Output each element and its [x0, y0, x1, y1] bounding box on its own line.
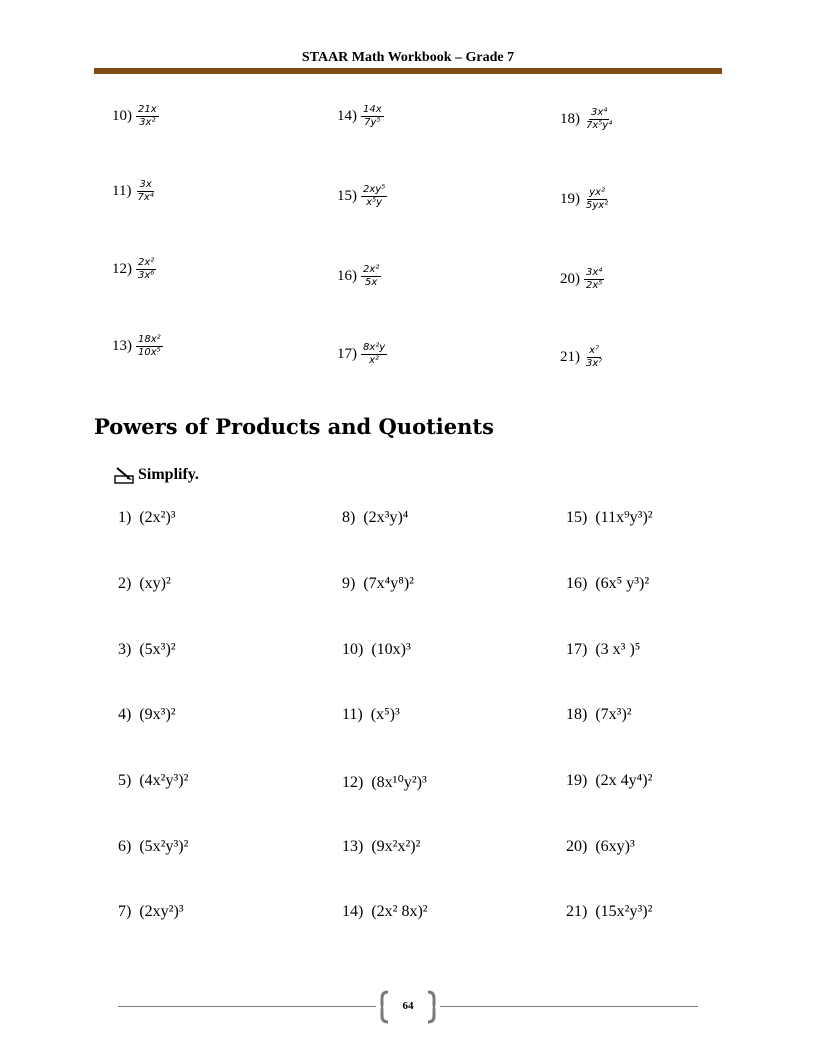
problem-number: 17): [566, 641, 588, 658]
fraction-denominator: 5yx²: [586, 199, 609, 211]
problem-number: 21): [560, 348, 580, 365]
problem-expression: (2x² 8x)²: [371, 903, 428, 920]
problem-number: 10): [112, 107, 132, 124]
problem-number: 7): [118, 903, 132, 920]
fraction-problem: [112, 167, 156, 215]
problem-expression: (7x⁴y⁸)²: [363, 575, 414, 592]
fraction-denominator: 5x: [365, 276, 378, 288]
problem-expression: (9x³)²: [139, 706, 176, 723]
fraction-problem: [560, 175, 610, 223]
problem-number: 11): [112, 182, 132, 199]
simplify-problem: [342, 575, 414, 593]
problem-number: 21): [566, 903, 588, 920]
problem-expression: (8x¹⁰y²)³: [371, 774, 427, 791]
problem-number: 9): [342, 575, 356, 592]
problem-expression: (2x²)³: [139, 509, 176, 526]
problem-expression: (xy)²: [139, 575, 171, 592]
problem-number: 14): [342, 903, 364, 920]
fraction-numerator: 14x: [363, 103, 382, 115]
problem-expression: (6xy)³: [595, 838, 635, 855]
fraction-problem: [337, 92, 384, 140]
page-header-title: STAAR Math Workbook – Grade 7: [301, 50, 515, 65]
footer-rule-left: [118, 1006, 376, 1007]
fraction-denominator: x²: [369, 354, 380, 366]
problem-number: 3): [118, 641, 132, 658]
problem-expression: (15x²y³)²: [595, 903, 653, 920]
problem-number: 12): [112, 260, 132, 277]
fraction-denominator: x⁵y: [366, 196, 383, 208]
simplify-problem: [118, 772, 188, 790]
problem-number: 13): [112, 337, 132, 354]
simplify-problem: [566, 641, 640, 659]
fraction-numerator: 8x²y: [363, 341, 386, 353]
fraction-problem: [337, 330, 387, 378]
simplify-problem: [566, 706, 632, 724]
problem-expression: (3 x³ )⁵: [595, 641, 641, 658]
problem-number: 5): [118, 772, 132, 789]
problem-number: 16): [337, 267, 357, 284]
fraction-numerator: 3x⁴: [586, 266, 603, 278]
simplify-problem: [566, 575, 649, 593]
fraction-problem: [337, 172, 387, 220]
problem-number: 8): [342, 509, 356, 526]
problem-number: 20): [560, 270, 580, 287]
problem-number: 20): [566, 838, 588, 855]
fraction-denominator: 3x⁶: [138, 269, 155, 281]
problem-number: 18): [566, 706, 588, 723]
problem-number: 6): [118, 838, 132, 855]
fraction-problem: [112, 245, 156, 293]
fraction-problem: [337, 252, 381, 300]
problem-expression: (2xy²)³: [139, 903, 184, 920]
fraction-denominator: 3x⁷: [586, 357, 603, 369]
problem-number: 19): [560, 190, 580, 207]
fraction-problem: [560, 95, 614, 143]
fraction-denominator: 10x⁵: [138, 346, 161, 358]
fraction-denominator: 7y⁵: [364, 116, 381, 128]
simplify-problem: [118, 575, 171, 593]
footer-rule-right: [440, 1006, 698, 1007]
simplify-problem: [118, 509, 176, 527]
page-number: 64: [402, 1000, 414, 1012]
problem-number: 1): [118, 509, 132, 526]
fraction-numerator: 2xy⁵: [363, 183, 386, 195]
fraction-numerator: 2x²: [138, 256, 155, 268]
simplify-problem: [118, 903, 184, 921]
fraction-denominator: 3x²: [139, 116, 156, 128]
fraction-problem: [112, 92, 159, 140]
problem-number: 17): [337, 345, 357, 362]
instruction-text: Simplify.: [138, 466, 199, 483]
problem-expression: (4x²y³)²: [139, 772, 189, 789]
fraction-numerator: 18x²: [138, 333, 161, 345]
problem-number: 12): [342, 774, 364, 791]
header-rule: [94, 68, 722, 74]
fraction-denominator: 2x⁵: [586, 279, 603, 291]
fraction-numerator: 21x: [138, 103, 157, 115]
problem-number: 4): [118, 706, 132, 723]
simplify-problem: [118, 641, 176, 659]
fraction-problem: [560, 333, 604, 381]
problem-number: 15): [566, 509, 588, 526]
fraction-problem: [112, 322, 163, 370]
problem-number: 13): [342, 838, 364, 855]
problem-expression: (11x⁹y³)²: [595, 509, 653, 526]
problem-number: 11): [342, 706, 363, 723]
simplify-problem: [566, 509, 653, 527]
problem-number: 2): [118, 575, 132, 592]
problem-expression: (7x³)²: [595, 706, 632, 723]
problem-expression: (9x²x²)²: [371, 838, 421, 855]
simplify-problem: [342, 509, 408, 527]
problem-number: 19): [566, 772, 588, 789]
fraction-numerator: yx²: [589, 186, 606, 198]
simplify-problem: [342, 641, 411, 659]
fraction-denominator: 7x⁵y⁴: [586, 119, 613, 131]
problem-number: 15): [337, 187, 357, 204]
problem-expression: (2x³y)⁴: [363, 509, 409, 526]
simplify-problem: [118, 706, 176, 724]
fraction-denominator: 7x⁴: [137, 191, 154, 203]
simplify-problem: [118, 838, 188, 856]
problem-expression: (2x 4y⁴)²: [595, 772, 653, 789]
simplify-problem: [342, 772, 427, 792]
simplify-problem: [342, 903, 428, 921]
fraction-problem: [560, 255, 604, 303]
problem-expression: (5x³)²: [139, 641, 176, 658]
fraction-numerator: x⁷: [589, 344, 600, 356]
problem-number: 18): [560, 110, 580, 127]
fraction-numerator: 2x²: [363, 263, 380, 275]
simplify-problem: [566, 838, 635, 856]
problem-expression: (10x)³: [371, 641, 411, 658]
simplify-problem: [342, 706, 400, 724]
problem-number: 14): [337, 107, 357, 124]
problem-expression: (x⁵)³: [370, 706, 400, 723]
simplify-problem: [566, 903, 652, 921]
problem-number: 16): [566, 575, 588, 592]
instruction: [114, 466, 199, 484]
problem-expression: (5x²y³)²: [139, 838, 189, 855]
simplify-problem: [342, 838, 420, 856]
pencil-icon: [114, 466, 136, 484]
fraction-numerator: 3x⁴: [590, 106, 608, 118]
problem-number: 10): [342, 641, 364, 658]
section-title: Powers of Products and Quotients: [94, 414, 494, 439]
simplify-problem: [566, 772, 652, 790]
fraction-numerator: 3x: [139, 178, 152, 190]
problem-expression: (6x⁵ y³)²: [595, 575, 650, 592]
